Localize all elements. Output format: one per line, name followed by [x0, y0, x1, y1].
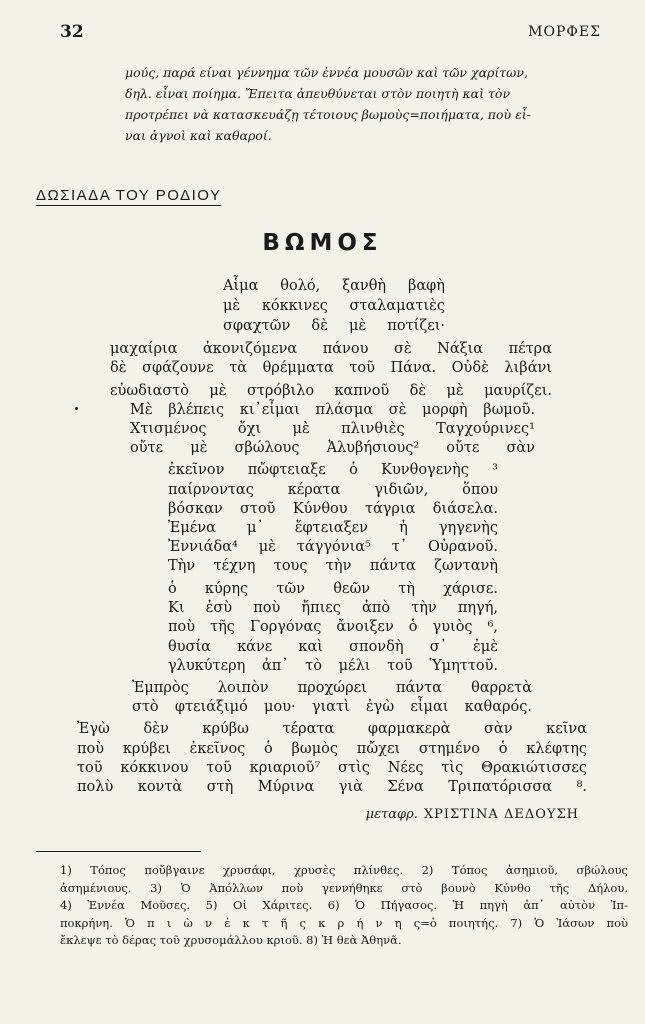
poem-line: Τὴν τέχνη τους τὴν πάντα ζωντανὴ	[168, 558, 498, 574]
poem-line: Ἐγὼ δὲν κρύβω τέρατα φαρμακερὰ σὰν κεῖνα	[77, 721, 587, 737]
footnote-line: ἀσημένιους. 3) Ὁ Ἀπόλλων ποὺ γεννήθηκε στὸ βουνὸ Κύνθο τῆς Δήλου.	[60, 880, 628, 895]
author-heading: ΔΩΣΙΑΔΑ ΤΟΥ ΡΟΔΙΟΥ	[36, 187, 222, 204]
intro-line: προτρέπει νὰ κατασκευάζῃ τέτοιους βωμοὺς=ποιήματα, ποὺ εἶ-	[125, 107, 531, 122]
poem-line: οὔτε μὲ σβώλους Ἀλυβήσιους² οὔτε σὰν	[130, 440, 535, 456]
poem-line: βόσκαν στοῦ Κύνθου τάγρια διάσελα.	[168, 501, 498, 517]
poem-line: Ἐμπρὸς λοιπὸν προχώρει πάντα θαρρετὰ	[132, 680, 532, 696]
footnote-rule	[36, 851, 201, 852]
poem-line: ποὺ τῆς Γοργόνας ἄνοιξεν ὁ γυιὸς ⁶,	[168, 619, 498, 635]
poem-line: μὲ κόκκινες σταλαματιὲς	[223, 298, 445, 314]
poem-line: στὸ φτειάξιμό μου· γιατὶ ἐγὼ εἶμαι καθαρός.	[132, 699, 532, 715]
poem-line: Αἷμα θολό, ξανθὴ βαφὴ	[223, 278, 445, 294]
margin-mark	[75, 407, 78, 410]
page-number: 32	[60, 22, 84, 42]
footnote-line: ποκρήνη. Ὁ π ι ὼ ν ἐ κ τ ῆ ς κ ρ ή ν η ς=ὁ ποιητής. 7) Ὁ Ἰάσων ποὺ	[60, 915, 628, 930]
poem-line: πολὺ κοντὰ στὴ Μύρινα γιὰ Σένα Τριπατόρισσα ⁸.	[77, 779, 587, 795]
poem-line: παίρνοντας κέρατα γιδιῶν, ὅπου	[168, 482, 498, 498]
poem-line: ὁ κύρης τῶν θεῶν τὴ χάρισε.	[168, 581, 498, 597]
footnote-line: 4) Ἐννέα Μοῦσες. 5) Οἱ Χάριτες. 6) Ὁ Πήγασος. Ἡ πηγὴ ἀπ᾿ αὐτὸν Ἱπ-	[60, 898, 628, 912]
poem-line: θυσία κάνε καὶ σπονδὴ σ᾿ ἐμὲ	[168, 639, 498, 655]
translator-name: ΧΡΙΣΤΙΝΑ ΔΕΔΟΥΣΗ	[423, 807, 579, 822]
translator-prefix: μεταφρ.	[365, 807, 418, 822]
poem-line: Μὲ βλέπεις κι᾿εἶμαι πλάσμα σὲ μορφὴ βωμοῦ.	[130, 402, 535, 418]
poem-line: τοῦ κόκκινου τοῦ κριαριοῦ⁷ στὶς Νέες τὶς Θρακιώτισσες	[77, 760, 587, 776]
translator-credit	[366, 807, 579, 822]
poem-line: γλυκύτερη ἀπ᾿ τὸ μέλι τοῦ Ὑμηττοῦ.	[168, 658, 498, 674]
poem-line: μαχαίρια ἀκονιζόμενα πάνου σὲ Νάξια πέτρα	[110, 341, 552, 357]
poem-line: Χτισμένος ὄχι μὲ πλινθιὲς Ταγχούρινες¹	[130, 421, 535, 437]
intro-line: μούς, παρά είναι γέννημα τῶν ἐννέα μουσῶν καὶ τῶν χαρίτων,	[125, 65, 528, 80]
poem-line: Ἐμένα μ᾿ ἔφτειαξεν ἡ γηγενὴς	[168, 520, 498, 536]
poem-line: ποὺ κρύβει ἐκεῖνος ὁ βωμὸς πὤχει στημένο ὁ κλέφτης	[77, 741, 587, 757]
poem-line: ἐκεῖνον πὤφτειαξε ὁ Κυνθογενὴς ³	[168, 462, 498, 478]
poem-line: δὲ σφάζουνε τὰ θρέμματα τοῦ Πάνα. Οὐδὲ λιβάνι	[110, 360, 552, 376]
footnote-line: 1) Τόπος ποὔβγαινε χρυσάφι, χρυσὲς πλίνθες. 2) Τόπος ἀσημιοῦ, σβώλους	[60, 863, 628, 877]
poem-line: σφαχτῶν δὲ μὲ ποτίζει·	[223, 318, 445, 334]
intro-line: ναι ἁγνοὶ καὶ καθαροί.	[125, 128, 272, 143]
running-header: ΜΟΡΦΕΣ	[528, 24, 601, 40]
poem-title: ΒΩΜΟΣ	[262, 230, 383, 256]
poem-line: εὐωδιαστὸ μὲ στρόβιλο καπνοῦ δὲ μὲ μαυρίζει.	[110, 383, 552, 399]
poem-line: Κι ἐσὺ ποὺ ἤπιες ἀπὸ τὴν πηγή,	[168, 600, 498, 616]
footnote-line: ἔκλεψε τὸ δέρας τοῦ χρυσομάλλου κριοῦ. 8) Ἡ θεὰ Ἀθηνᾶ.	[60, 933, 402, 947]
poem-line: Ἐννιάδα⁴ μὲ τάγγόνια⁵ τ᾿ Οὐρανοῦ.	[168, 539, 498, 555]
intro-line: δηλ. εἶναι ποίημα. Ἔπειτα ἀπευθύνεται στὸν ποιητὴ καὶ τὸν	[125, 86, 511, 101]
footnotes	[60, 862, 628, 950]
intro-paragraph	[125, 62, 625, 146]
